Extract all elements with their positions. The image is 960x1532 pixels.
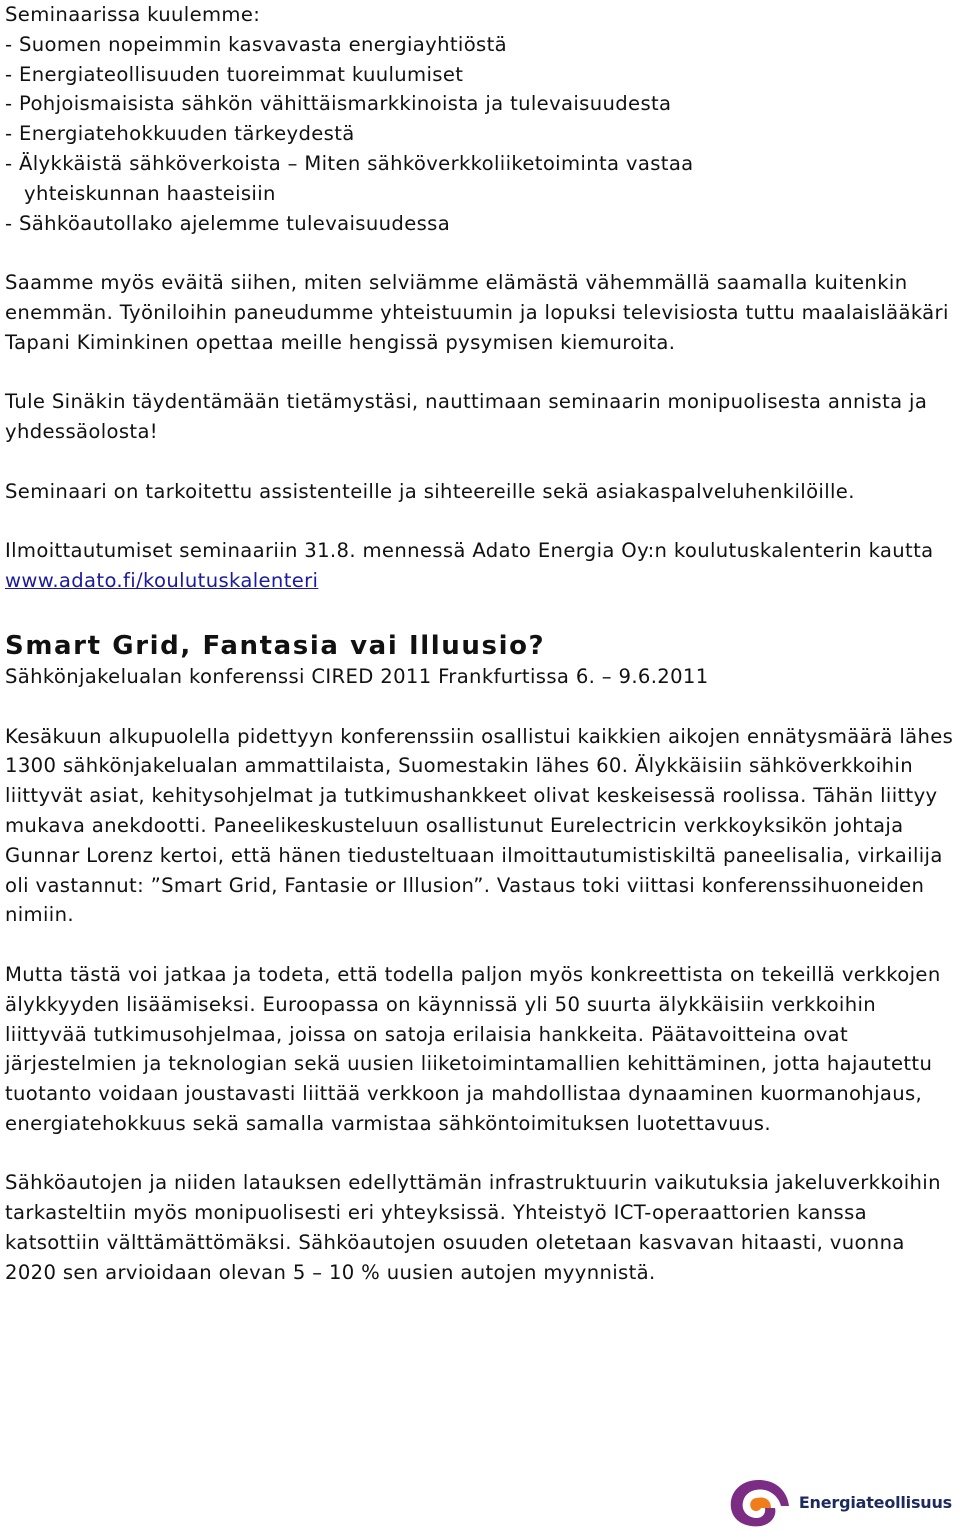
- article-title: Smart Grid, Fantasia vai Illuusio?: [5, 630, 546, 661]
- koulutuskalenteri-link[interactable]: www.adato.fi/koulutuskalenteri: [5, 569, 319, 593]
- article-subtitle: Sähkönjakelualan konferenssi CIRED 2011 Frankfurtissa 6. – 9.6.2011: [5, 664, 709, 688]
- paragraph-saamme: Saamme myös eväitä siihen, miten selviämme elämästä vähemmällä saamalla kuitenkin enemmän. Työniloihin paneudumme yhteistuumin ja lopuksi televisiosta tuttu maalaislääkäri Tapani Kiminkinen opettaa meille hengissä pysymisen kiemuroita.: [5, 271, 949, 354]
- registration-text: Ilmoittautumiset seminaariin 31.8. mennessä Adato Energia Oy:n koulutuskalenterin kautta: [5, 539, 934, 563]
- topic-item: - Energiatehokkuuden tärkeydestä: [5, 122, 355, 146]
- article-paragraph: Kesäkuun alkupuolella pidettyyn konferenssiin osallistui kaikkien aikojen ennätysmäärä lähes 1300 sähkönjakelualan ammattilaista, Suomestakin lähes 60. Älykkäisiin sähköverkkoihin liittyvät asiat, kehitysohjelmat ja tutkimushankkeet olivat keskeisessä roolissa. Tähän liittyy mukava anekdootti. Paneelikeskusteluun osallistunut Eurelectricin verkkoyksikön johtaja Gunnar Lorenz kertoi, että hänen tiedusteltuaan ilmoittautumistiskiltä paneelisalia, virkailija oli vastannut: ”Smart Grid, Fantasie or Illusion”. Vastaus toki viittasi konferenssihuoneiden nimiin.: [5, 724, 954, 927]
- topic-item: - Älykkäistä sähköverkoista – Miten sähköverkkoliiketoiminta vastaa: [5, 151, 694, 175]
- seminar-topic-list: [5, 30, 957, 239]
- document-page: [5, 0, 957, 1288]
- topic-item: - Sähköautollako ajelemme tulevaisuudessa: [5, 211, 451, 235]
- paragraph-seminaari: Seminaari on tarkoitettu assistenteille ja sihteereille sekä asiakaspalveluhenkilöille.: [5, 479, 855, 503]
- topic-item: - Energiateollisuuden tuoreimmat kuulumiset: [5, 62, 464, 86]
- energiateollisuus-logo-icon: [727, 1476, 791, 1530]
- topic-item-continuation: yhteiskunnan haasteisiin: [24, 181, 276, 205]
- registration-paragraph: [5, 536, 957, 596]
- article-paragraph: Mutta tästä voi jatkaa ja todeta, että todella paljon myös konkreettista on tekeillä verkkojen älykkyyden lisäämiseksi. Euroopassa on käynnissä yli 50 suurta älykkäisiin verkkoihin liittyvää tutkimusohjelmaa, joissa on satoja erilaisia hankkeita. Päätavoitteina ovat järjestelmien ja teknologian sekä uusien liiketoimintamallien kehittäminen, jotta hajautettu tuotanto voidaan joustavasti liittää verkkoon ja mahdollistaa dynaaminen kuormanohjaus, energiatehokkuus sekä samalla varmistaa sähköntoimituksen luotettavuus.: [5, 962, 941, 1135]
- energiateollisuus-logo: [727, 1476, 952, 1530]
- topic-item: - Suomen nopeimmin kasvavasta energiayhtiöstä: [5, 32, 507, 56]
- logo-text: Energiateollisuus: [798, 1493, 952, 1512]
- paragraph-tule: Tule Sinäkin täydentämään tietämystäsi, nauttimaan seminaarin monipuolisesta annista ja yhdessäolosta!: [5, 390, 928, 444]
- article-paragraph: Sähköautojen ja niiden latauksen edellyttämän infrastruktuurin vaikutuksia jakeluverkkoihin tarkasteltiin myös monipuolisesti eri yhteyksissä. Yhteistyö ICT-operaattorien kanssa katsottiin välttämättömäksi. Sähköautojen osuuden oletetaan kasvavan hitaasti, vuonna 2020 sen arvioidaan olevan 5 – 10 % uusien autojen myynnistä.: [5, 1171, 941, 1284]
- intro-heading: Seminaarissa kuulemme:: [5, 3, 261, 26]
- topic-item: - Pohjoismaisista sähkön vähittäismarkkinoista ja tulevaisuudesta: [5, 92, 672, 116]
